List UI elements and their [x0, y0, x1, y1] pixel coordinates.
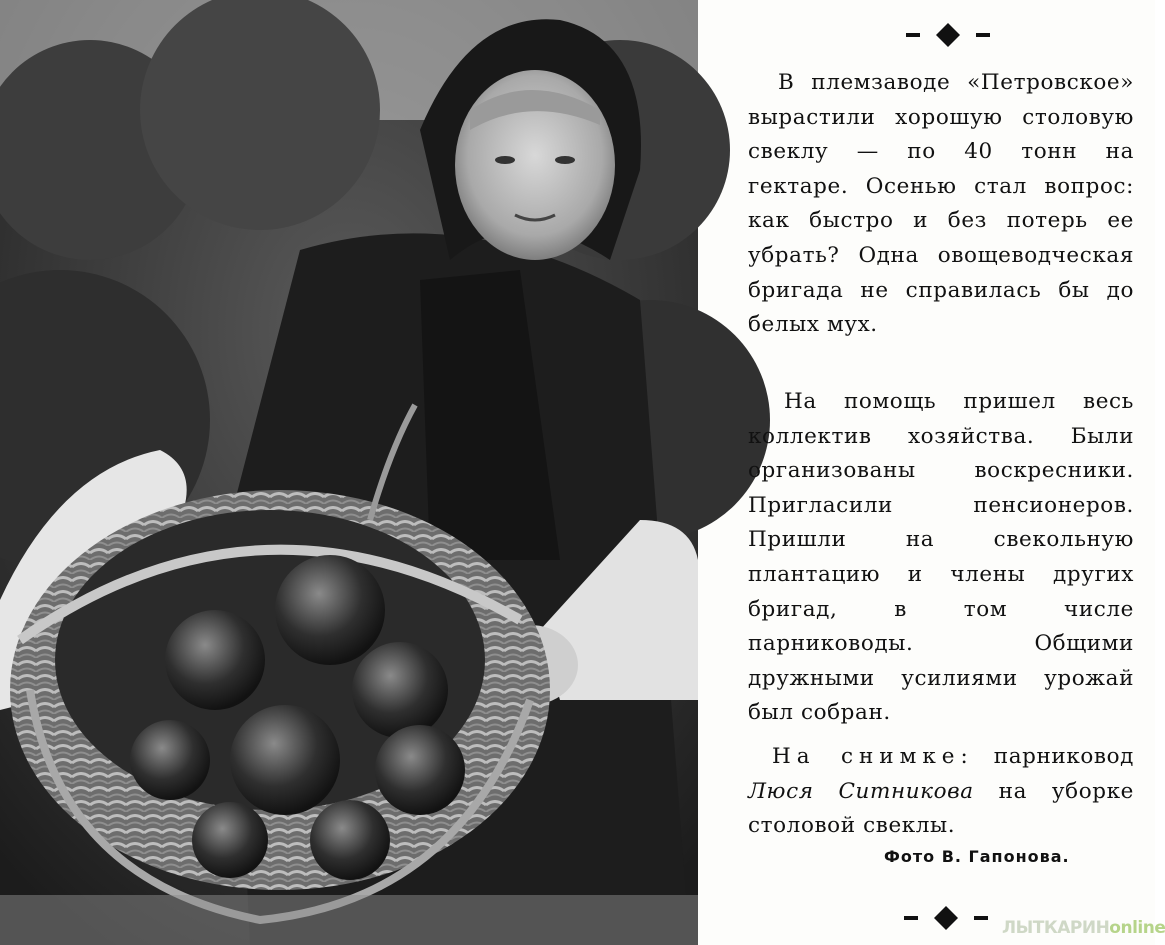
article-paragraph: На помощь пришел весь коллектив хозяйства. Были организованы воскресники. Пригласили пенсионеров. Пришли на свекольную плантацию и члены других бригад, в том числе парниководы. Общими дружными усилиями урожай был собран.: [748, 389, 1134, 726]
article-paragraph: В племзаводе «Петровское» вырастили хорошую столовую свеклу — по 40 тонн на гектаре. Осенью стал вопрос: как быстро и без потерь ее убрать? Одна овощеводческая бригада не справилась бы до белых мух.: [748, 70, 1134, 338]
photo-caption: [748, 740, 1134, 844]
caption-person-name: Люся Ситникова: [748, 778, 974, 804]
site-watermark: [1002, 918, 1165, 938]
caption-text: парниковод: [993, 744, 1135, 769]
photo-credit: Фото В. Гапонова.: [884, 847, 1070, 866]
watermark-part1: ЛЫТКАРИН: [1002, 918, 1110, 938]
caption-lead: На снимке:: [772, 744, 974, 769]
divider-ornament-icon: [898, 22, 998, 48]
watermark-part2: online: [1109, 918, 1165, 938]
article-text-column: [748, 0, 1140, 945]
divider-ornament-icon: [896, 905, 996, 931]
caption-text-end: на уборке столовой свеклы.: [748, 778, 1134, 839]
